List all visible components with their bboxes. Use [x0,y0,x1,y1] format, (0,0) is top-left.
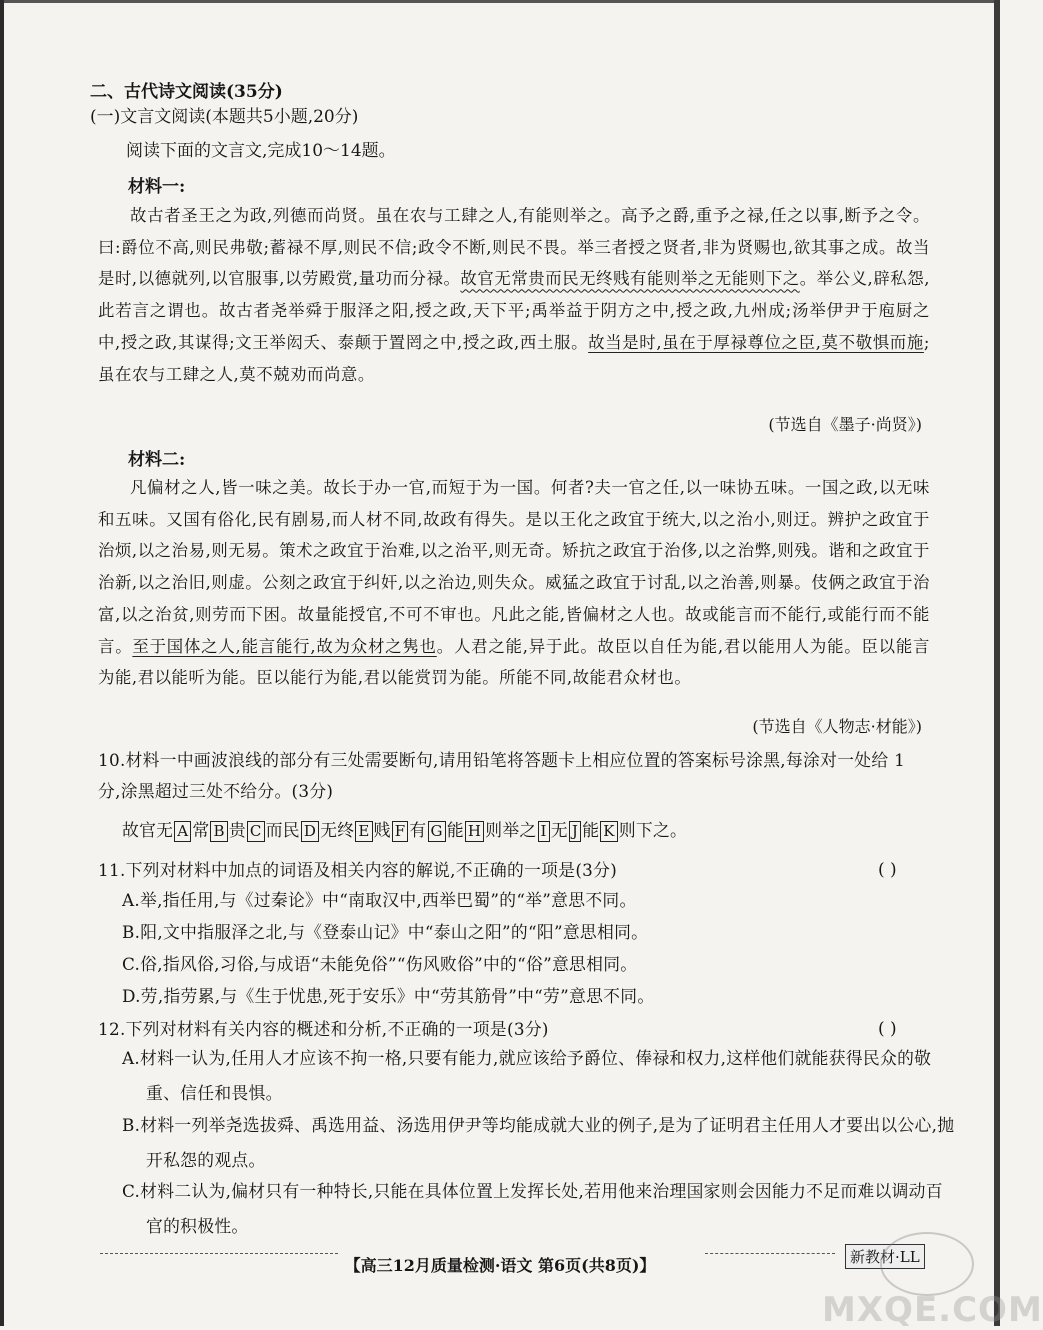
q10-seg: 则下之。 [618,820,688,840]
material2-source: (节选自《人物志·材能》) [752,717,922,736]
material2-p1: 凡偏材之人,皆一味之美。故长于办一官,而短于为一国。何者?夫一官之任,以一味协五味。一国之政,以无味和五味。又国有俗化,民有剧易,而人材不同,故政有得失。是以王化之政宜于统大,以之治小,则迂。辨护之政宜于治烦,以之治易,则无易。策术之政宜于治难,以之治平,则无奇。矫抗之政宜于治侈,以之治弊,则残。谐和之政宜于治新,以之治旧,则虚。公刻之政宜于纠奸,以之治边,则失众。威猛之政宜于讨乱,以之治善,则暴。伎俩之政宜于治富,以之治贫,则劳而下困。故量能授官,不可不审也。凡此之能,皆偏材之人也。故或能言而不能行,或能行而不能言。 [98,478,930,656]
q10-seg: 贵 [228,820,246,840]
q12-option-a: A.材料一认为,任用人才应该不拘一格,只要有能力,就应该给予爵位、俸禄和权力,这样他们就能获得民众的敬重、信任和畏惧。 [122,1048,932,1103]
q10-box-k[interactable]: K [600,821,618,842]
material1-p2: 。举公义,辟私怨,此若言之谓也。故古者尧举舜于服泽之阳,授之政,天下平;禹举益于阴方之中,授之政,九州成;汤举伊尹于庖厨之中,授之政,其谋得;文王举闳夭、泰颠于置罔之中,授之政,西土服。 [98,269,930,352]
material2-text [98,472,930,694]
q10-box-c[interactable]: C [247,821,265,842]
q10-box-j[interactable]: J [569,821,581,842]
q12-option-b: B.材料一列举尧选拔舜、禹选用益、汤选用伊尹等均能成就大业的例子,是为了证明君主任用人才要出以公心,抛开私怨的观点。 [122,1115,955,1170]
q10-seg: 贱 [373,820,391,840]
scan-edge-right [994,0,1000,1326]
material2-label: 材料二: [128,450,186,470]
material1-label: 材料一: [128,177,186,197]
q12-stem: 12.下列对材料有关内容的概述和分析,不正确的一项是(3分) [98,1019,549,1039]
q10-line1: 10.材料一中画波浪线的部分有三处需要断句,请用铅笔将答题卡上相应位置的答案标号涂黑,每涂对一处给 1 [98,750,906,770]
q10-box-b[interactable]: B [210,821,227,842]
sub-title: (一)文言文阅读(本题共5小题,20分) [90,107,359,127]
q10-seg: 有 [409,820,427,840]
page-footer: 【高三12月质量检测·语文 第6页(共8页)】 [344,1256,656,1275]
q10-seg: 无 [550,820,568,840]
edition-stamp: 新教材·LL [845,1244,925,1269]
q10-box-f[interactable]: F [392,821,409,842]
watermark-logo [880,1232,974,1296]
q10-box-e[interactable]: E [355,821,372,842]
q10-box-a[interactable]: A [174,821,191,842]
q11-option-d: D.劳,指劳累,与《生于忧患,死于安乐》中“劳其筋骨”中“劳”意思不同。 [122,986,655,1006]
material1-underlined-sentence: 故当是时,虽在于厚禄尊位之臣,莫不敬惧而施 [588,332,924,352]
q11-option-c: C.俗,指风俗,习俗,与成语“未能免俗”“伤风败俗”中的“俗”意思相同。 [122,954,638,974]
material2-underlined-sentence: 至于国体之人,能言能行,故为众材之隽也 [132,636,437,656]
material1-p1: 故古者圣王之为政,列德而尚贤。虽在农与工肆之人,有能则举之。高予之爵,重予之禄,任之以事,断予之令。曰:爵位不高,则民弗敬;蓄禄不厚,则民不信;政令不断,则民不畏。举三者授之贤者,非为贤赐也,欲其事之成。故当是时,以德就列,以官服事,以劳殿赏,量功而分禄。 [98,206,930,289]
q11-stem: 11.下列对材料中加点的词语及相关内容的解说,不正确的一项是(3分) [98,860,618,880]
q10-seg: 能 [446,820,464,840]
q10-seg: 常 [192,820,210,840]
q10-box-g[interactable]: G [428,821,446,842]
q12-option-c: C.材料二认为,偏材只有一种特长,只能在具体位置上发挥长处,若用他来治理国家则会因能力不足而难以调动百官的积极性。 [122,1181,943,1236]
watermark-text: MXQE.COM [822,1290,1043,1330]
q10-line2: 分,涂黑超过三处不给分。(3分) [98,781,334,801]
material1-wavy-sentence: 故官无常贵而民无终贱有能则举之无能则下之 [460,269,800,289]
q10-box-i[interactable]: I [538,821,550,842]
q10-seg: 则举之 [485,820,537,840]
material2-p2: 。人君之能,异于此。故臣以自任为能,君以能用人为能。臣以能言为能,君以能听为能。臣以能行为能,君以能赏罚为能。所能不同,故能君众材也。 [98,636,930,688]
q10-seg: 无终 [320,820,355,840]
scan-edge-top [0,0,1000,3]
q11-answer-paren[interactable]: ( ) [878,860,897,880]
q10-box-h[interactable]: H [465,821,484,842]
q12-answer-paren[interactable]: ( ) [878,1019,897,1039]
instruction: 阅读下面的文言文,完成10～14题。 [126,141,396,161]
material1-p3: ;虽在农与工肆之人,莫不兢劝而尚意。 [98,332,930,384]
q10-seg: 故官无 [122,820,174,840]
q10-seg: 而民 [265,820,300,840]
section-title: 二、古代诗文阅读(35分) [90,82,283,102]
q11-option-a: A.举,指任用,与《过秦论》中“南取汉中,西举巴蜀”的“举”意思不同。 [122,890,637,910]
q11-option-b: B.阳,文中指服泽之北,与《登泰山记》中“泰山之阳”的“阳”意思相同。 [122,922,649,942]
material1-text [98,200,930,390]
q10-seg: 能 [582,820,600,840]
q10-answer-line [122,813,962,847]
q10-box-d[interactable]: D [301,821,319,842]
scan-edge-left [0,0,4,1326]
material1-source: (节选自《墨子·尚贤》) [768,415,922,434]
